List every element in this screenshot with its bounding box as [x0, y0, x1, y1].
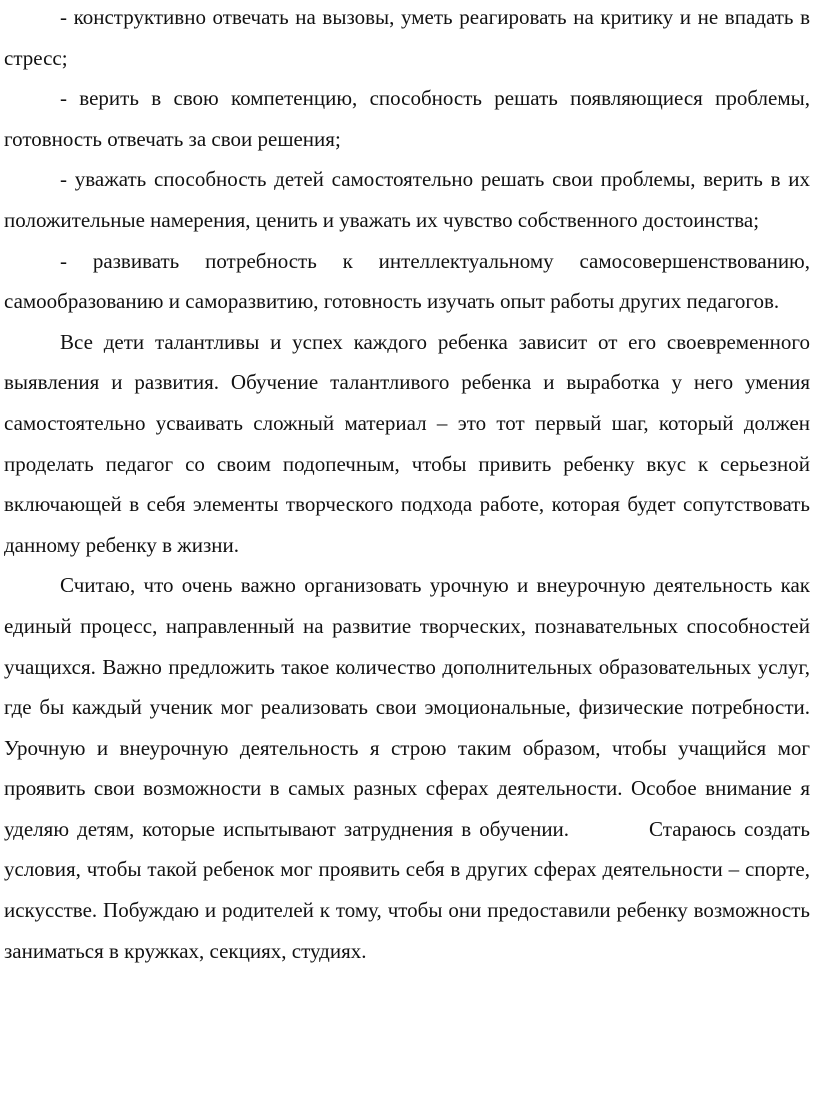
paragraph-bullet-3: - уважать способность детей самостоятельно решать свои проблемы, верить в их положительные намерения, ценить и уважать их чувство собственного достоинства;	[4, 167, 810, 232]
paragraph-activity-organization	[4, 565, 810, 971]
paragraph-talented-children: Все дети талантливы и успех каждого ребенка зависит от его своевременного выявления и развития. Обучение талантливого ребенка и выработка у него умения самостоятельно усваивать сложный материал – это тот первый шаг, который должен проделать педагог со своим подопечным, чтобы привить ребенку вкус к серьезной включающей в себя элементы творческого подхода работе, которая будет сопутствовать данному ребенку в жизни.	[4, 329, 810, 557]
paragraph-bullet-1: - конструктивно отвечать на вызовы, уметь реагировать на критику и не впадать в стресс;	[4, 5, 810, 70]
paragraph-bullet-2: - верить в свою компетенцию, способность решать появляющиеся проблемы, готовность отвечать за свои решения;	[4, 86, 810, 151]
paragraph-bullet-4: - развивать потребность к интеллектуальному самосовершенствованию, самообразованию и саморазвитию, готовность изучать опыт работы других педагогов.	[4, 248, 810, 314]
paragraph-activity-part-1: Считаю, что очень важно организовать урочную и внеурочную деятельность как единый процесс, направленный на развитие творческих, познавательных способностей учащихся. Важно предложить такое количество дополнительных образовательных услуг, где бы каждый ученик мог реализовать свои эмоциональные, физические потребности. Урочную и внеурочную деятельность я строю таким образом, чтобы учащийся мог проявить свои возможности в самых разных сферах деятельности. Особое внимание я уделяю детям, которые испытывают затруднения в обучении.	[4, 573, 810, 841]
paragraph-activity-part-2: Стараюсь создать условия, чтобы такой ребенок мог проявить себя в других сферах деятельности – спорте, искусстве. Побуждаю и родителей к тому, чтобы они предоставили ребенку возможность заниматься в кружках, секциях, студиях.	[4, 816, 810, 963]
